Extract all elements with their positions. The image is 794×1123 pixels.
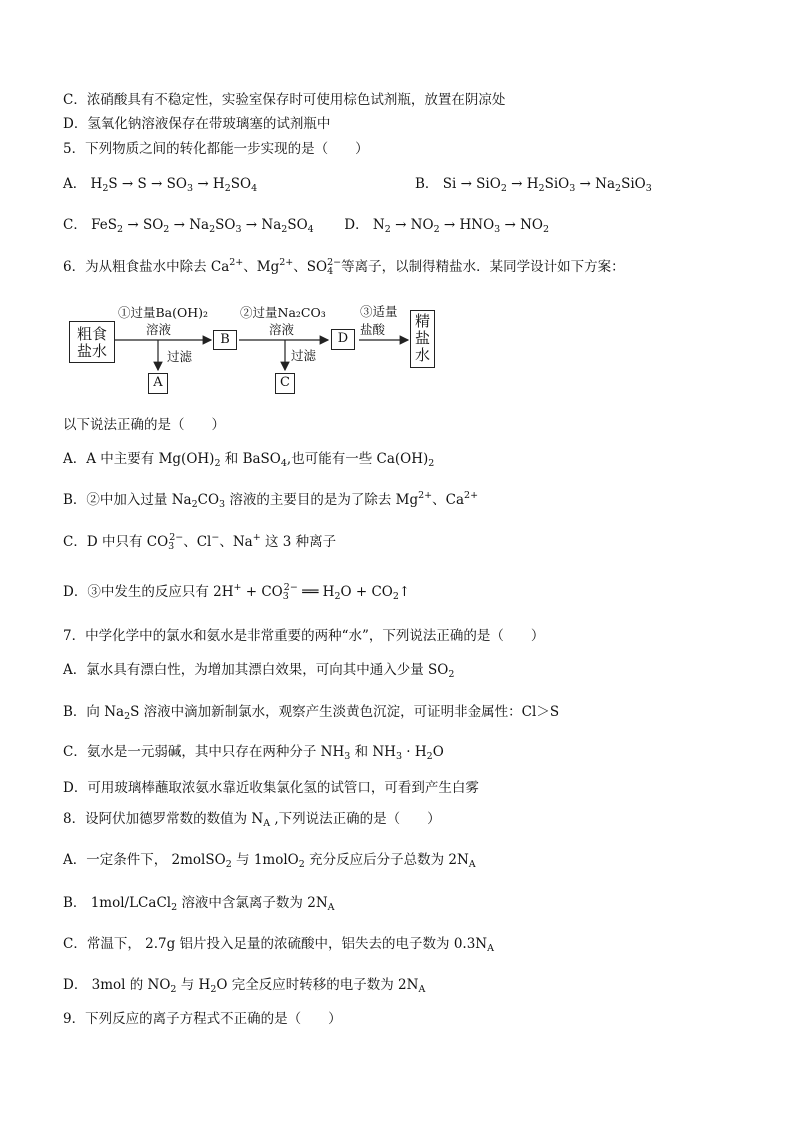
flow-step2-bottom: 溶液: [269, 322, 295, 337]
q8-stem: 8．设阿伏加德罗常数的数值为 $N_A$ ,下列说法正确的是（ ）: [63, 811, 441, 829]
q9-stem: 9．下列反应的离子方程式不正确的是（ ）: [63, 1011, 342, 1027]
flow-box-b: B: [213, 330, 237, 350]
flow-step1-top: ①过量Ba(OH)₂: [118, 305, 209, 320]
flow-box-c: C: [275, 373, 295, 394]
q5-options-ab: A． $H_2S \to S \to SO_3 \to H_2SO_4$ B． $Si \to SiO_2 \to H_2SiO_3 \to Na_2SiO_3$: [63, 176, 652, 194]
flow-step1-bottom: 溶液: [146, 322, 172, 337]
q6-option-a: A．A 中主要有 $Mg(OH)_2$ 和 BaSO$_4$,也可能有一些 $Ca(OH)_2$: [63, 451, 435, 469]
option-c-prev: C．浓硝酸具有不稳定性，实验室保存时可使用棕色试剂瓶，放置在阴凉处: [63, 92, 506, 108]
q6-option-b: B．②中加入过量 $Na_2CO_3$ 溶液的主要目的是为了除去 $Mg^{2+}$、$Ca^{2+}$: [63, 490, 479, 510]
q7-option-d: D．可用玻璃棒蘸取浓氨水靠近收集氯化氢的试管口，可看到产生白雾: [63, 780, 479, 796]
q8-option-a: A．一定条件下， 2molSO$_2$ 与 1molO$_2$ 充分反应后分子总数为 $2N_A$: [63, 852, 476, 870]
flow-diagram: [62, 295, 442, 400]
flow-step3-bottom: 盐酸: [360, 322, 386, 337]
flow-box-d: D: [331, 329, 355, 350]
flow-box-end: 精 盐 水: [410, 310, 435, 368]
q5-stem: 5．下列物质之间的转化都能一步实现的是（ ）: [63, 141, 369, 157]
q6-option-c: C．D 中只有 $CO_3^{2-}$、Cl−、Na+ 这 3 种离子: [63, 532, 337, 552]
flow-step2-top: ②过量Na₂CO₃: [240, 305, 326, 320]
q7-option-a: A．氯水具有漂白性，为增加其漂白效果，可向其中通入少量 $SO_2$: [63, 662, 455, 680]
flow-box-a: A: [148, 373, 168, 394]
q6-option-d: D．③中发生的反应只有 $2H^+ + CO_3^{2-}$ ══ $H_2O$ + $CO_2↑$: [63, 582, 411, 602]
q7-option-b: B．向 $Na_2S$ 溶液中滴加新制氯水，观察产生淡黄色沉淀，可证明非金属性：Cl＞S: [63, 704, 560, 722]
q6-ask: 以下说法正确的是（ ）: [63, 417, 225, 433]
q8-option-b: B． 1mol/LCaCl$_2$ 溶液中含氯离子数为 $2N_A$: [63, 895, 335, 913]
flow-filter-1: 过滤: [167, 349, 193, 364]
q6-stem: 6．为从粗食盐水中除去 $Ca^{2+}$、$Mg^{2+}$、$SO_4^{2-}$等离子，以制得精盐水．某同学设计如下方案：: [63, 257, 625, 277]
option-d-prev: D．氢氧化钠溶液保存在带玻璃塞的试剂瓶中: [63, 116, 331, 132]
q5-options-cd: C． $FeS_2 \to SO_2 \to Na_2SO_3 \to Na_2SO_4$ D． $N_2 \to NO_2 \to HNO_3 \to NO_2$: [63, 217, 550, 235]
q8-option-c: C．常温下， 2.7g 铝片投入足量的浓硫酸中，铝失去的电子数为 $0.3N_A$: [63, 936, 494, 954]
q7-option-c: C．氨水是一元弱碱，其中只存在两种分子 $NH_3$ 和 $NH_3 \cdot H_2O$: [63, 744, 444, 762]
flow-step3-top: ③适量: [360, 304, 398, 319]
flow-filter-2: 过滤: [291, 348, 317, 363]
flow-box-start: 粗食 盐水: [69, 321, 115, 363]
q7-stem: 7．中学化学中的氯水和氨水是非常重要的两种“水”，下列说法正确的是（ ）: [63, 628, 545, 644]
q8-option-d: D． 3mol 的 $NO_2$ 与 $H_2O$ 完全反应时转移的电子数为 $2N_A$: [63, 977, 426, 995]
